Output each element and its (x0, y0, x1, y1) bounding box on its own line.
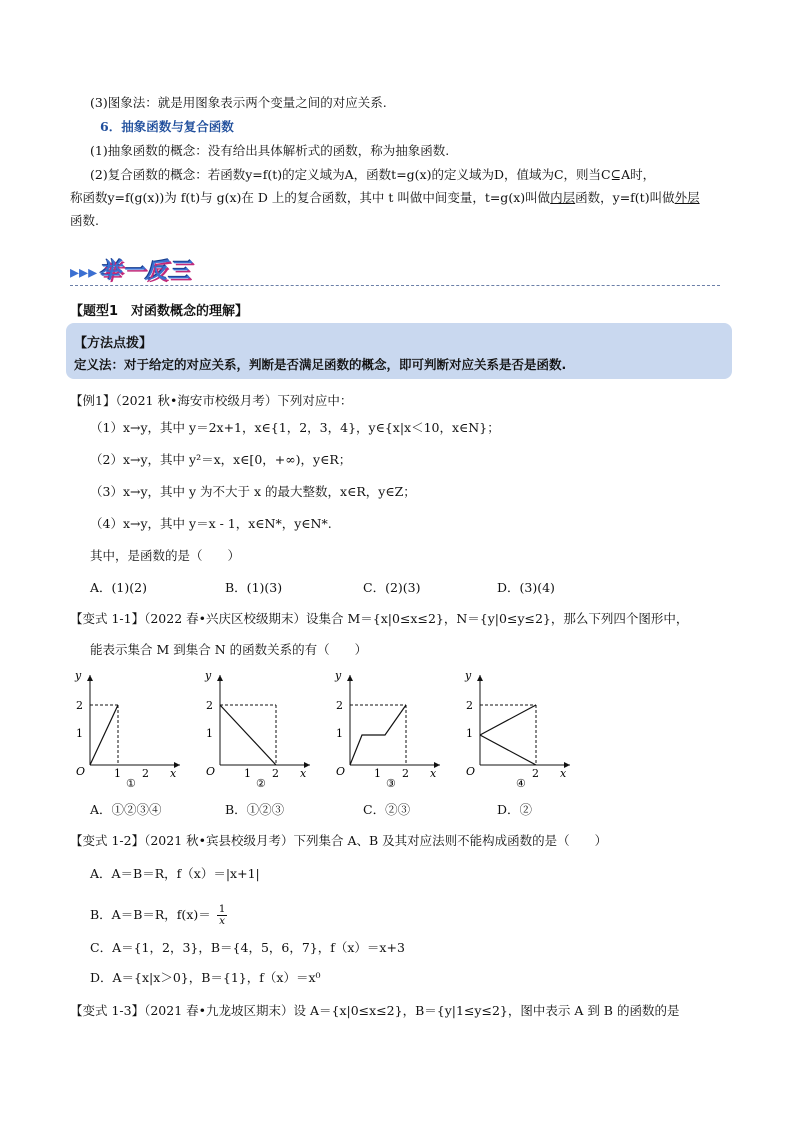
intro-text: 称函数y=f(g(x))为 f(t)与 g(x)在 D 上的复合函数，其中 t 叫做中间变量，t=g(x)叫做 (70, 190, 551, 205)
intro-line-end: 函数. (70, 213, 99, 228)
x-axis-label: x (170, 767, 177, 780)
graph-1 (70, 665, 190, 793)
example1-stem: 【例1】（2021 秋•海安市校级月考）下列对应中： (70, 393, 353, 408)
variant-1-1-option-b: B．①②③ (225, 802, 285, 817)
divider (70, 285, 720, 286)
y-axis-label: y (465, 669, 472, 682)
origin-label: O (206, 765, 216, 778)
tick-label: 2 (206, 699, 213, 712)
graph-2 (200, 665, 320, 793)
graph-number: ② (256, 777, 266, 790)
y-axis-label: y (75, 669, 82, 682)
origin-label: O (336, 765, 346, 778)
variant-1-2-stem: 【变式 1-2】（2021 秋•宾县校级月考）下列集合 A、B 及其对应法则不能构成函数的是（ ） (70, 833, 608, 848)
variant-1-1-stem-cont: 能表示集合 M 到集合 N 的函数关系的有（ ） (90, 642, 368, 657)
tick-label: 2 (532, 767, 539, 780)
intro-line-abstract-function: (1)抽象函数的概念：没有给出具体解析式的函数，称为抽象函数. (90, 143, 450, 158)
fraction (217, 904, 228, 927)
option-b-text: B．A＝B＝R，f(x)＝ (90, 907, 211, 922)
y-axis-label: y (335, 669, 342, 682)
section-heading-6: 6．抽象函数与复合函数 (100, 119, 234, 134)
section-banner (70, 254, 191, 284)
intro-text: 函数，y=f(t)叫做 (575, 190, 675, 205)
tick-label: 2 (336, 699, 343, 712)
origin-label: O (76, 765, 86, 778)
example1-option-c: C．(2)(3) (363, 580, 421, 595)
variant-1-2-option-a: A．A＝B＝R，f（x）＝|x+1| (90, 866, 260, 881)
tick-label: 2 (76, 699, 83, 712)
origin-label: O (466, 765, 476, 778)
x-axis-label: x (300, 767, 307, 780)
intro-line-composite-function: (2)复合函数的概念：若函数y=f(t)的定义域为A，函数t=g(x)的定义域为D，值域为C，则当C⊆A时， (90, 167, 656, 182)
type-title: 【题型1 对函数概念的理解】 (70, 304, 249, 319)
fraction-denominator: x (219, 915, 226, 927)
intro-line-composite-cont (70, 190, 700, 206)
graph-number: ④ (516, 777, 526, 790)
variant-1-2-option-b (90, 904, 227, 927)
x-axis-label: x (560, 767, 567, 780)
example1-item-4: （4）x→y，其中 y＝x - 1，x∈N*，y∈N*. (90, 516, 332, 531)
fraction-numerator: 1 (218, 903, 226, 915)
tick-label: 2 (142, 767, 149, 780)
tip-body: 定义法：对于给定的对应关系，判断是否满足函数的概念，即可判断对应关系是否是函数. (74, 357, 567, 372)
tick-label: 1 (466, 727, 473, 740)
y-axis-label: y (205, 669, 212, 682)
graph-number: ③ (386, 777, 396, 790)
variant-1-3-stem: 【变式 1-3】（2021 春•九龙坡区期末）设 A＝{x|0≤x≤2}，B＝{y|1≤y≤2}，图中表示 A 到 B 的函数的是 (70, 1003, 680, 1018)
example1-question: 其中，是函数的是（ ） (90, 548, 241, 563)
variant-1-1-option-c: C．②③ (363, 802, 411, 817)
graph-4 (460, 665, 580, 793)
tick-label: 1 (244, 767, 251, 780)
tick-label: 2 (272, 767, 279, 780)
graph-3 (330, 665, 450, 793)
example1-item-3: （3）x→y，其中 y 为不大于 x 的最大整数，x∈R，y∈Z； (90, 484, 416, 499)
tick-label: 1 (336, 727, 343, 740)
example1-item-2: （2）x→y，其中 y²＝x，x∈[0，+∞)，y∈R； (90, 452, 352, 467)
variant-1-2-option-d: D．A＝{x|x＞0}，B＝{1}，f（x）＝x⁰ (90, 970, 321, 985)
example1-option-d: D．(3)(4) (497, 580, 555, 595)
variant-1-1-option-d: D．② (497, 802, 533, 817)
tip-heading: 【方法点拨】 (74, 336, 153, 351)
intro-line-graph-method: (3)图象法：就是用图象表示两个变量之间的对应关系. (90, 95, 387, 110)
inner-layer-term: 内层 (550, 190, 576, 205)
example1-option-b: B．(1)(3) (225, 580, 283, 595)
x-axis-label: x (430, 767, 437, 780)
method-tip-box (66, 323, 732, 379)
tick-label: 2 (466, 699, 473, 712)
tick-label: 1 (76, 727, 83, 740)
tick-label: 2 (402, 767, 409, 780)
tick-label: 1 (206, 727, 213, 740)
variant-1-1-option-a: A．①②③④ (90, 802, 162, 817)
outer-layer-term: 外层 (674, 190, 700, 205)
tick-label: 1 (114, 767, 121, 780)
variant-1-2-option-c: C．A＝{1，2，3}，B＝{4，5，6，7}，f（x）＝x+3 (90, 940, 405, 955)
example1-option-a: A．(1)(2) (90, 580, 147, 595)
triple-arrow-icon: ▸▸▸ (70, 262, 98, 283)
graph-number: ① (126, 777, 136, 790)
variant-1-1-stem: 【变式 1-1】（2022 春•兴庆区校级期末）设集合 M＝{x|0≤x≤2}，N＝{y|0≤y≤2}，那么下列四个图形中， (70, 611, 689, 626)
example1-item-1: （1）x→y，其中 y＝2x+1，x∈{1，2，3，4}，y∈{x|x＜10，x∈N}； (90, 420, 500, 435)
banner-title: 举一反三 (99, 259, 192, 284)
tick-label: 1 (374, 767, 381, 780)
